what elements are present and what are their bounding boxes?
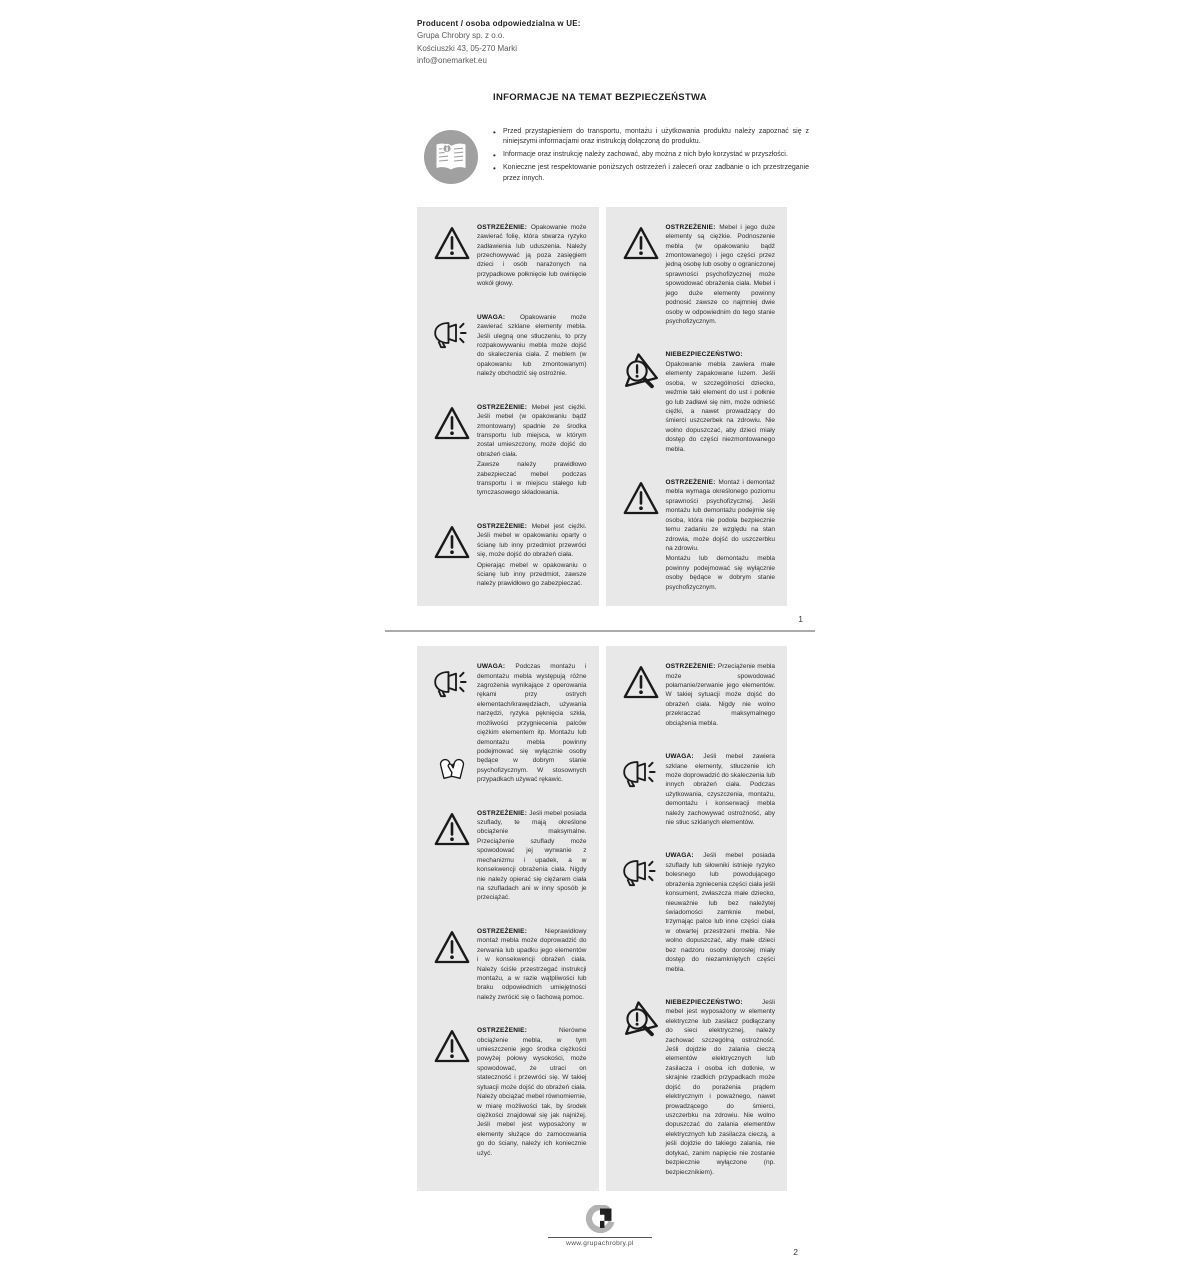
warning-label: UWAGA: xyxy=(665,852,704,860)
warning-icon-column xyxy=(616,478,666,592)
warning-icon-column xyxy=(427,927,477,1002)
warning-item xyxy=(427,809,589,903)
warning-item xyxy=(427,403,589,498)
warning-icon-column xyxy=(616,752,666,827)
warning-item xyxy=(427,927,589,1002)
warning-item xyxy=(616,223,778,327)
warning-triangle-icon xyxy=(620,662,662,704)
warning-label: OSTRZEŻENIE: xyxy=(665,223,720,231)
warning-box-page2-right xyxy=(606,646,788,1191)
megaphone-icon xyxy=(431,313,473,355)
page1-number: 1 xyxy=(798,614,803,625)
warning-label: OSTRZEŻENIE: xyxy=(477,1027,560,1035)
warning-item xyxy=(616,662,778,728)
warning-text xyxy=(477,1026,589,1158)
warning-text xyxy=(666,478,778,592)
footer-rule xyxy=(548,1237,652,1238)
megaphone-icon xyxy=(620,752,662,794)
warning-triangle-icon xyxy=(431,522,473,564)
magnifier-triangle-icon xyxy=(620,998,662,1040)
warning-triangle-icon xyxy=(431,927,473,969)
warning-item xyxy=(616,851,778,973)
warning-label: NIEBEZPIECZEŃSTWO: xyxy=(665,998,762,1006)
warning-paragraph: OSTRZEŻENIE: Mebel i jego duże elementy są ciężkie. Podnoszenie mebla (w opakowaniu bądź zmontowanego) i jego części przez jedną osobę lub osoby o ograniczonej sprawności psychofizycznej może spowodować obrażenia ciała. Mebel i jego duże elementy powinny podnosić zawsze co najmniej dwie osoby w odpowiednim do tego stanie psychofizycznym. xyxy=(665,223,776,325)
magnifier-triangle-icon xyxy=(620,350,662,392)
footer-url: www.grupachrobry.pl xyxy=(566,1239,634,1247)
warning-box-page1-right xyxy=(606,207,788,606)
warning-label: OSTRZEŻENIE: xyxy=(477,927,545,935)
producer-label: Producent / osoba odpowiedzialna w UE: xyxy=(417,19,581,28)
megaphone-icon xyxy=(620,851,662,893)
intro-bullet-list xyxy=(493,127,809,185)
book-info-icon xyxy=(423,129,479,185)
warning-icon-column xyxy=(616,851,666,973)
warning-triangle-icon xyxy=(431,809,473,851)
warning-paragraph: OSTRZEŻENIE: Montaż i demontaż mebla wymaga określonego poziomu sprawności psychofizycznej. Jeśli montażu lub demontażu podejmie się osoba, która nie podoła bezpiecznie temu zadaniu ze względu na stan zdrowia, może dojść do uszczerbku na zdrowiu. xyxy=(665,479,776,553)
warning-paragraph: NIEBEZPIECZEŃSTWO: Jeśli mebel jest wyposażony w elementy elektryczne lub zasilacz podłączany do sieci elektrycznej, należy zachować szczególną ostrożność. Jeśli dojdzie do zalania cieczą elementów elektrycznych lub zasilacza i osoba ich dotknie, w skrajnie rzadkich przypadkach może dojść do porażenia prądem elektrycznym i poważnego, nawet prowadzącego do śmierci, uszczerbku na zdrowiu. Nie wolno dopuszczać do zalania elementów elektrycznych lub zasilacza cieczą, a jeśli dojdzie do takiego zalania, nie dotykać, zanim napięcie nie zostanie bezpiecznie wyłączone (np. bezpiecznikiem). xyxy=(665,998,775,1176)
warning-item xyxy=(427,1026,589,1158)
warning-triangle-icon xyxy=(620,223,662,265)
page1-warning-columns xyxy=(417,207,787,606)
document-sheet xyxy=(385,0,815,1261)
footer-logo-block xyxy=(548,1205,652,1247)
warning-paragraph: UWAGA: Opakowanie może zawierać szklane elementy mebla. Jeśli ulegną one stłuczeniu, to przy rozpakowywaniu mebla może dojść do skaleczenia ciała. Z meblem (w opakowaniu lub zmontowanym) należy obchodzić się ostrożnie. xyxy=(477,313,587,378)
warning-paragraph: Opierając mebel w opakowaniu o ścianę lub inny przedmiot, zawsze należy prawidłowo go zabezpieczać. xyxy=(477,561,587,588)
warning-item xyxy=(616,998,778,1177)
intro-bullet: • Przed przystąpieniem do transportu, montażu i użytkowania produktu należy zapoznać się z niniejszymi informacjami oraz instrukcją dołączoną do produktu. xyxy=(493,127,809,149)
intro-bullet: • Informacje oraz instrukcję należy zachować, aby można z nich było korzystać w przyszłości. xyxy=(493,150,809,161)
warning-text xyxy=(477,403,589,498)
intro-section xyxy=(385,127,815,187)
warning-paragraph: UWAGA: Jeśli mebel posiada szuflady lub siłowniki istnieje ryzyko bolesnego lub powodującego obrażenia zgniecenia części ciała jeśli konsument, zwłaszcza małe dziecko, nieuważnie lub bez należytej świadomości zamknie mebel, trzymając palce lub inne części ciała w otwartej przestrzeni mebla. Nie wolno dopuszczać, aby małe dzieci bez nadzoru osoby dorosłej miały dostęp do niezamkniętych części mebla. xyxy=(665,852,775,973)
warning-label: OSTRZEŻENIE: xyxy=(665,479,719,487)
producer-email: info@onemarket.eu xyxy=(417,56,487,66)
intro-bullets xyxy=(493,127,815,187)
warning-triangle-icon xyxy=(431,403,473,445)
warning-text xyxy=(666,752,778,827)
warning-text xyxy=(477,809,589,903)
warning-text xyxy=(666,998,778,1177)
warning-text xyxy=(477,662,589,784)
warning-label: OSTRZEŻENIE: xyxy=(477,223,531,231)
warning-icon-column xyxy=(616,662,666,728)
warning-text xyxy=(666,350,778,454)
warning-label: NIEBEZPIECZEŃSTWO: xyxy=(665,351,743,359)
footer xyxy=(385,1205,815,1261)
warning-item xyxy=(427,522,589,589)
warning-text xyxy=(477,522,589,589)
gloves-icon xyxy=(435,749,469,783)
warning-box-page1-left xyxy=(417,207,599,606)
warning-item xyxy=(427,313,589,379)
producer-name: Grupa Chrobry sp. z o.o. xyxy=(417,31,505,41)
warning-icon-column xyxy=(616,350,666,454)
warning-paragraph: Montażu lub demontażu mebla powinny podejmować się wyłącznie osoby będące w dobrym stanie psychofizycznym. xyxy=(665,555,775,591)
producer-block xyxy=(385,18,815,68)
warning-label: OSTRZEŻENIE: xyxy=(477,522,532,530)
warning-label: UWAGA: xyxy=(477,663,516,671)
warning-item xyxy=(427,223,589,289)
warning-text xyxy=(666,223,778,327)
warning-label: OSTRZEŻENIE: xyxy=(477,809,530,817)
warning-paragraph: OSTRZEŻENIE: Przeciążenie mebla może spowodować połamanie/zerwanie jego elementów. W takiej sytuacji może dojść do obrażeń ciała. Nigdy nie wolno przekraczać maksymalnego obciążenia mebla. xyxy=(665,663,775,727)
warning-icon-column xyxy=(427,662,477,784)
warning-paragraph: Zawsze należy prawidłowo zabezpieczać mebel podczas transportu i w miejscu stałego lub tymczasowego składowania. xyxy=(477,461,587,497)
producer-address: Kościuszki 43, 05-270 Marki xyxy=(417,43,518,53)
warning-paragraph: OSTRZEŻENIE: Mebel jest ciężki. Jeśli mebel (w opakowaniu bądź zmontowany) spadnie ze środka transportu lub miejsca, w którym został umieszczony, może dojść do obrażeń ciała. xyxy=(477,403,587,458)
warning-item xyxy=(427,662,589,784)
warning-icon-column xyxy=(616,998,666,1177)
warning-triangle-icon xyxy=(620,478,662,520)
grupa-chrobry-logo xyxy=(585,1205,615,1235)
page-title: INFORMACJE NA TEMAT BEZPIECZEŃSTWA xyxy=(493,91,707,103)
warning-paragraph: OSTRZEŻENIE: Mebel jest ciężki. Jeśli mebel w opakowaniu oparty o ścianę lub inny przedmiot przewróci się, może dojść do obrażeń ciała. xyxy=(477,522,587,559)
warning-text xyxy=(477,927,589,1002)
warning-icon-column xyxy=(427,522,477,589)
warning-label: UWAGA: xyxy=(477,313,520,321)
page2-warning-columns xyxy=(417,646,787,1191)
warning-text xyxy=(477,313,589,379)
warning-paragraph: NIEBEZPIECZEŃSTWO: Opakowanie mebla zawiera małe elementy zapakowane luzem. Jeśli osoba, w szczególności dziecko, weźmie taki element do ust i połknie go lub zadławi się nim, może odnieść ciężki, a nawet prowadzący do śmierci uszczerbek na zdrowiu. Nie wolno dopuszczać, aby dzieci miały dostęp do części niezmontowanego mebla. xyxy=(665,351,775,453)
warning-icon-column xyxy=(427,223,477,289)
warning-icon-column xyxy=(427,809,477,903)
warning-paragraph: UWAGA: Podczas montażu i demontażu mebla występują różne zagrożenia wynikające z operowania rękami przy ostrych elementach/krawędziach, używania narzędzi, ryzyka pęknięcia szkła, możliwości przygniecenia palców ciężkim elementem itp. Montażu lub demontażu mebla powinny podejmować się wyłącznie osoby będące w dobrym stanie psychofizycznym. W stosownych przypadkach używać rękawic. xyxy=(477,663,587,784)
warning-text xyxy=(666,851,778,973)
warning-icon-column xyxy=(427,403,477,498)
page-divider xyxy=(385,630,815,632)
warning-label: OSTRZEŻENIE: xyxy=(477,403,532,411)
warning-icon-column xyxy=(616,223,666,327)
warning-icon-column xyxy=(427,1026,477,1158)
warning-triangle-icon xyxy=(431,1026,473,1068)
warning-paragraph: OSTRZEŻENIE: Opakowanie może zawierać folię, która stwarza ryzyko zadławienia lub uduszenia. Należy przechowywać ją poza zasięgiem dzieci i osób narażonych na przypadkowe połknięcie lub owinięcie wokół głowy. xyxy=(477,223,587,288)
warning-text xyxy=(477,223,589,289)
warning-paragraph: OSTRZEŻENIE: Jeśli mebel posiada szuflady, te mają określone obciążenie maksymalne. Przeciążenie szuflady może spowodować jej wyrwanie z mechanizmu i upadek, a w konsekwencji obrażenia ciała. Nigdy nie należy opierać się ciężarem ciała na szufladach ani w inny sposób je przeciążać. xyxy=(477,809,587,902)
warning-text xyxy=(666,662,778,728)
warning-item xyxy=(616,752,778,827)
warning-label: UWAGA: xyxy=(665,753,704,761)
warning-paragraph: UWAGA: Jeśli mebel zawiera szklane elementy, stłuczenie ich może doprowadzić do skaleczenia lub innych obrażeń ciała. Podczas użytkowania, czyszczenia, montażu, demontażu i konserwacji mebla należy zachowywać ostrożność, aby nie stłuc szklanych elementów. xyxy=(665,753,775,827)
warning-item xyxy=(616,350,778,454)
warning-paragraph: OSTRZEŻENIE: Nierówne obciążenie mebla, w tym umieszczenie jego środka ciężkości powyżej połowy wysokości, może spowodować, że utraci on stateczność i przewróci się. W takiej sytuacji może dojść do obrażeń ciała. Należy obciążać mebel równomiernie, w miarę możliwości tak, by środek ciężkości znajdował się jak najniżej. Jeśli mebel jest wyposażony w elementy służące do zamocowania go do ściany, należy ich koniecznie użyć. xyxy=(477,1027,587,1157)
megaphone-icon xyxy=(431,662,473,704)
page2-number: 2 xyxy=(793,1246,798,1257)
intro-bullet: • Konieczne jest respektowanie poniższych ostrzeżeń i zaleceń oraz zadbanie o ich przestrzeganie przez innych. xyxy=(493,163,809,185)
warning-paragraph: OSTRZEŻENIE: Nieprawidłowy montaż mebla może doprowadzić do zerwania lub upadku jego elementów i w konsekwencji obrażeń ciała. Należy ściśle przestrzegać instrukcji montażu, a w razie wątpliwości lub braku odpowiednich umiejętności należy zwrócić się o fachową pomoc. xyxy=(477,927,587,1001)
warning-label: OSTRZEŻENIE: xyxy=(665,663,718,671)
warning-item xyxy=(616,478,778,592)
warning-triangle-icon xyxy=(431,223,473,265)
warning-box-page2-left xyxy=(417,646,599,1191)
warning-icon-column xyxy=(427,313,477,379)
